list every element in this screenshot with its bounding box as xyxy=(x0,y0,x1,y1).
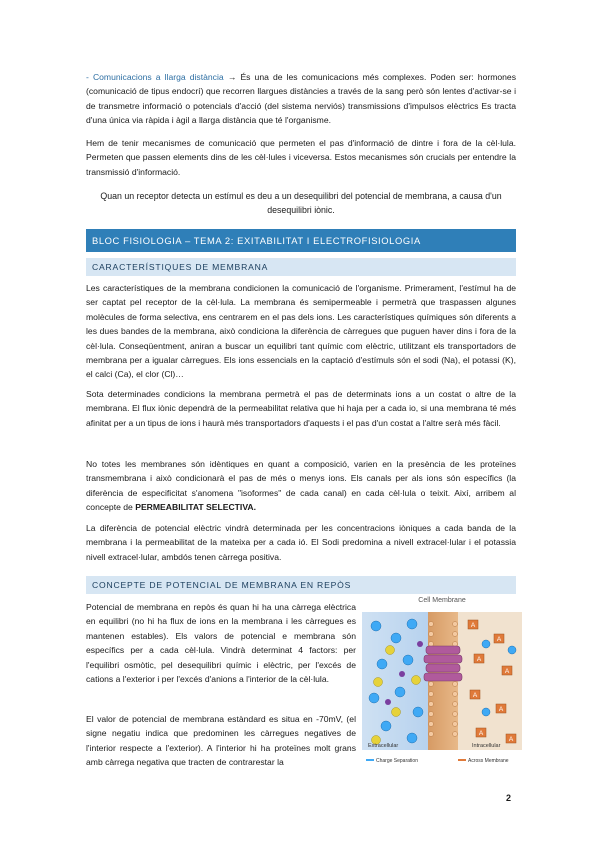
svg-text:A: A xyxy=(496,636,502,643)
legend-charge: Charge Separation xyxy=(376,758,418,764)
resting-paragraph-2: El valor de potencial de membrana estàndard es situa en -70mV, (el signe negatiu indica que predominen les càrregues negatives de l'interior respecte a l'exterior). A l'interior hi ha proteïnes molt grans amb càrrega negativa que tracten de contrarestar la xyxy=(86,714,356,768)
resting-paragraph-1: Potencial de membrana en repòs és quan hi ha una càrrega elèctrica en equilibri (no hi ha flux de ions en la membrana i les càrregues es mantenen estables). Els valors de potencial e membrana són específics per a cada cèl·lula. Vindrà determinat 4 factors: per l'equilibri osmòtic, pel desequilibri químic i elèctric, per l'excés de cations a l'exterior i per l'excés d'anions a l'interior de la cèl·lula. xyxy=(86,602,356,685)
svg-text:A: A xyxy=(472,692,478,699)
intracellular-region xyxy=(458,612,522,750)
section-heading-resting-potential: CONCEPTE DE POTENCIAL DE MEMBRANA EN REPÒS xyxy=(86,576,516,594)
svg-text:A: A xyxy=(476,656,482,663)
cell-membrane-figure xyxy=(362,594,522,766)
page-number: 2 xyxy=(506,793,512,803)
svg-text:A: A xyxy=(478,730,484,737)
selective-permeability-term: PERMEABILITAT SELECTIVA. xyxy=(135,502,257,513)
arrow-icon: → xyxy=(227,72,237,82)
section-heading-membrane: CARACTERÍSTIQUES DE MEMBRANA xyxy=(86,258,516,276)
intro-text: És una de les comunicacions més complexes. Poden ser: hormones (comunicació de tipus endocrí) que recorren llargues distàncies a través de la sang però són lentes d'activar-se i de transmetre informació o potencials d'acció (del sistema nerviós) transmissions d'impulsos elèctrics Es tracta d'una única via ràpida i àgil a llarga distància que té l'organisme. xyxy=(86,72,517,126)
membrane-paragraph-3-text: No totes les membranes són idèntiques en quant a composició, varien en la presència de les proteïnes transmembrana i això condicionarà el pas de més o menys ions. Els canals per als ions són específics (la diferència de especificitat s'anomena "isoformes" de cada canal) en cada cèl·lula o teixit. Així, arribem al concepte de xyxy=(86,459,516,513)
svg-text:A: A xyxy=(498,706,504,713)
intracellular-label: Intracellular xyxy=(472,743,501,749)
extracellular-label: Extracellular xyxy=(368,743,399,749)
membrane-paragraph-1: Les característiques de la membrana condicionen la comunicació de l'organisme. Primerament, l'estímul ha de ser captat pel receptor de la cèl·lula. La membrana és semipermeable i permetrà que traspassen algunes molècules de forma selectiva, ens centrarem en el pas dels ions. Les característiques químiques són diferents a les dues bandes de la membrana, això condiciona la diferència de càrregues que puguen haver dins i fora de la cèl·lula. Conseqüentment, aniran a buscar un equilibri tant químic com elèctric, utilitzant els transportadors de membrana per a igualar càrregues. Els ions essencials en la captació d'estímuls són el sodi (Na), el potassi (K), el calci (Ca), el clor (Cl)… xyxy=(86,283,516,380)
intro-paragraph xyxy=(86,70,516,128)
svg-text:A: A xyxy=(470,622,476,629)
svg-text:A: A xyxy=(504,668,510,675)
membrane-paragraph-2: Sota determinades condicions la membrana permetrà el pas de determinats ions a un costat o altre de la membrana. El flux iònic dependrà de la permeabilitat relativa que hi haja per a cada io, si una membrana té més afinitat per a un tipus de ions i haurà més transportadors d'aquests i el pas d'un costat a l'altre serà més fàcil. xyxy=(86,389,516,428)
mechanisms-paragraph: Hem de tenir mecanismes de comunicació que permeten el pas d'informació de dintre i fora de la cèl·lula. Permeten que passen elements dins de les cèl·lules i viceversa. Estos mecanismes són crucials per entendre la transmissió d'informació. xyxy=(86,138,516,177)
legend-membrane: Across Membrane xyxy=(468,758,509,764)
membrane-paragraph-3 xyxy=(86,457,516,515)
chapter-banner: BLOC FISIOLOGIA – TEMA 2: EXITABILITAT I ELECTROFISIOLOGIA xyxy=(86,229,516,252)
figure-title: Cell Membrane xyxy=(418,597,466,604)
svg-text:A: A xyxy=(508,736,514,743)
intro-lead: - Comunicacions a llarga distància xyxy=(86,72,224,82)
membrane-paragraph-4: La diferència de potencial elèctric vindrà determinada per les concentracions iòniques a cada banda de la membrana i la permeabilitat de la mateixa per a cada ió. El Sodi predomina a nivell extracel·lular i el potassia nivell extracel·lular, ambdós tenen càrrega positiva. xyxy=(86,523,516,562)
key-quote: Quan un receptor detecta un estímul es deu a un desequilibri del potencial de membrana, a causa d'un desequilibri iònic. xyxy=(100,191,502,215)
